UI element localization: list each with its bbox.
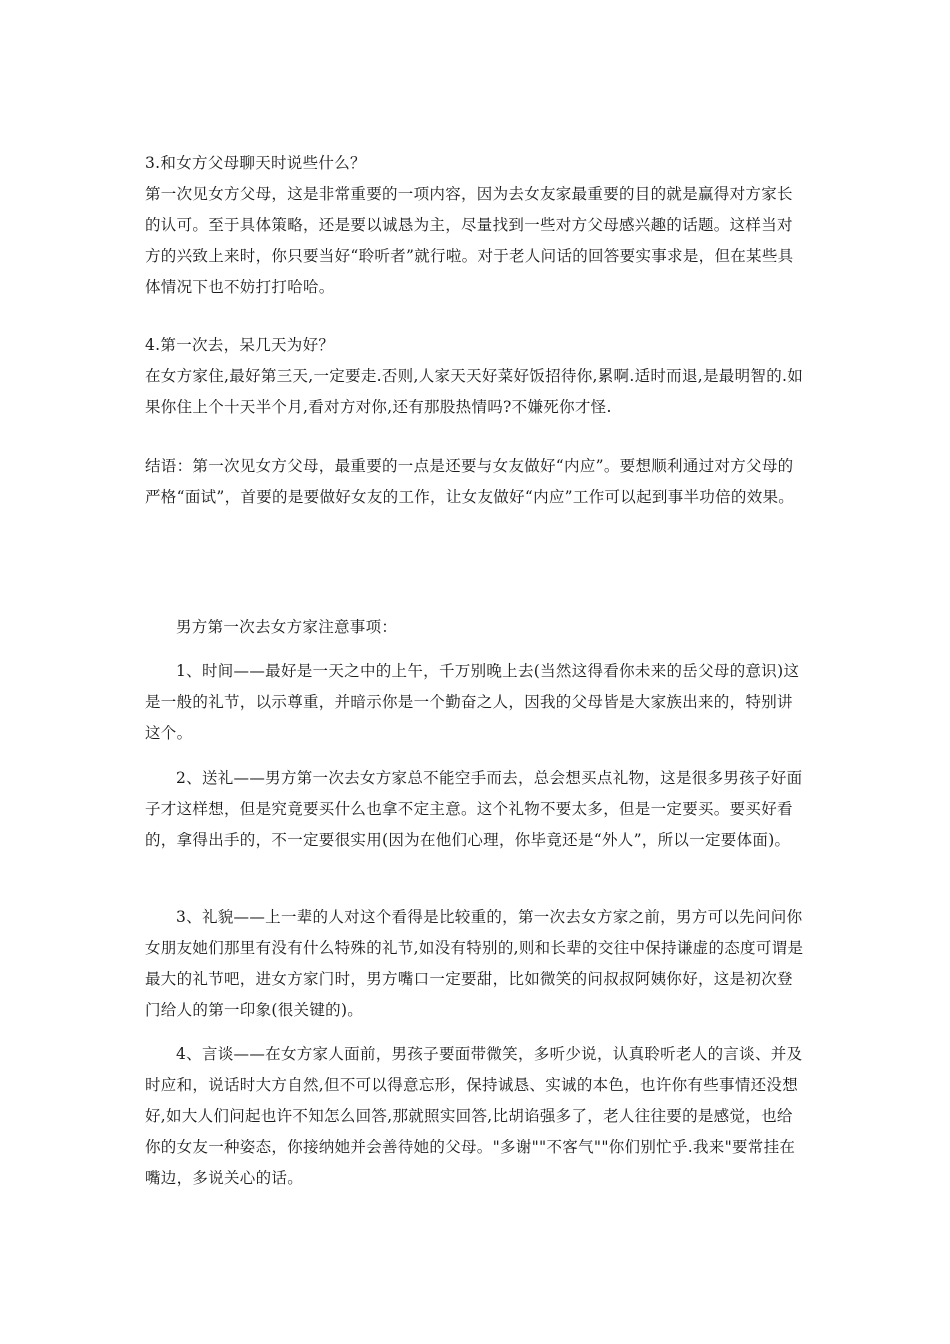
section-body-3: 第一次见女方父母，这是非常重要的一项内容，因为去女友家最重要的目的就是赢得对方家长的认可。至于具体策略，还是要以诚恳为主，尽量找到一些对方父母感兴趣的话题。这样当对方的兴致上来时，你只要当好“聆听者”就行啦。对于老人问话的回答要实事求是，但在某些具体情况下也不妨打打哈哈。	[145, 185, 794, 296]
notice-item-1: 1、时间——最好是一天之中的上午，千万别晚上去(当然这得看你未来的岳父母的意识)这是一般的礼节，以示尊重，并暗示你是一个勤奋之人，因我的父母皆是大家族出来的，特别讲这个。	[145, 662, 800, 742]
notice-title: 男方第一次去女方家注意事项：	[176, 618, 398, 636]
notice-item-4: 4、言谈——在女方家人面前，男孩子要面带微笑，多听少说，认真聆听老人的言谈、并及时应和，说话时大方自然,但不可以得意忘形，保持诚恳、实诚的本色，也许你有些事情还没想好,如大人们问起也许不知怎么回答,那就照实回答,比胡谄强多了，老人往往要的是感觉，也给你的女友一种姿态，你接纳她并会善待她的父母。"多谢""不客气""你们别忙乎.我来"要常挂在嘴边，多说关心的话。	[145, 1045, 803, 1187]
section-heading-4: 4.第一次去，呆几天为好？	[145, 336, 335, 354]
conclusion-paragraph: 结语：第一次见女方父母，最重要的一点是还要与女友做好“内应”。要想顺利通过对方父母的严格“面试”，首要的是要做好女友的工作，让女友做好“内应”工作可以起到事半功倍的效果。	[145, 457, 795, 506]
section-heading-3: 3.和女方父母聊天时说些什么？	[145, 154, 366, 172]
notice-item-3: 3、礼貌——上一辈的人对这个看得是比较重的，第一次去女方家之前，男方可以先问问你女朋友她们那里有没有什么特殊的礼节,如没有特别的,则和长辈的交往中保持谦虚的态度可谓是最大的礼节吧，进女方家门时，男方嘴口一定要甜，比如微笑的问叔叔阿姨你好，这是初次登门给人的第一印象(很关键的)。	[145, 908, 804, 1019]
section-body-4: 在女方家住,最好第三天,一定要走.否则,人家天天好菜好饭招待你,累啊.适时而退,是最明智的.如果你住上个十天半个月,看对方对你,还有那股热情吗?不嫌死你才怪.	[145, 367, 804, 416]
notice-item-2: 2、送礼——男方第一次去女方家总不能空手而去，总会想买点礼物，这是很多男孩子好面子才这样想，但是究竟要买什么也拿不定主意。这个礼物不要太多，但是一定要买。要买好看的，拿得出手的，不一定要很实用(因为在他们心理，你毕竟还是“外人”，所以一定要体面)。	[145, 769, 803, 849]
